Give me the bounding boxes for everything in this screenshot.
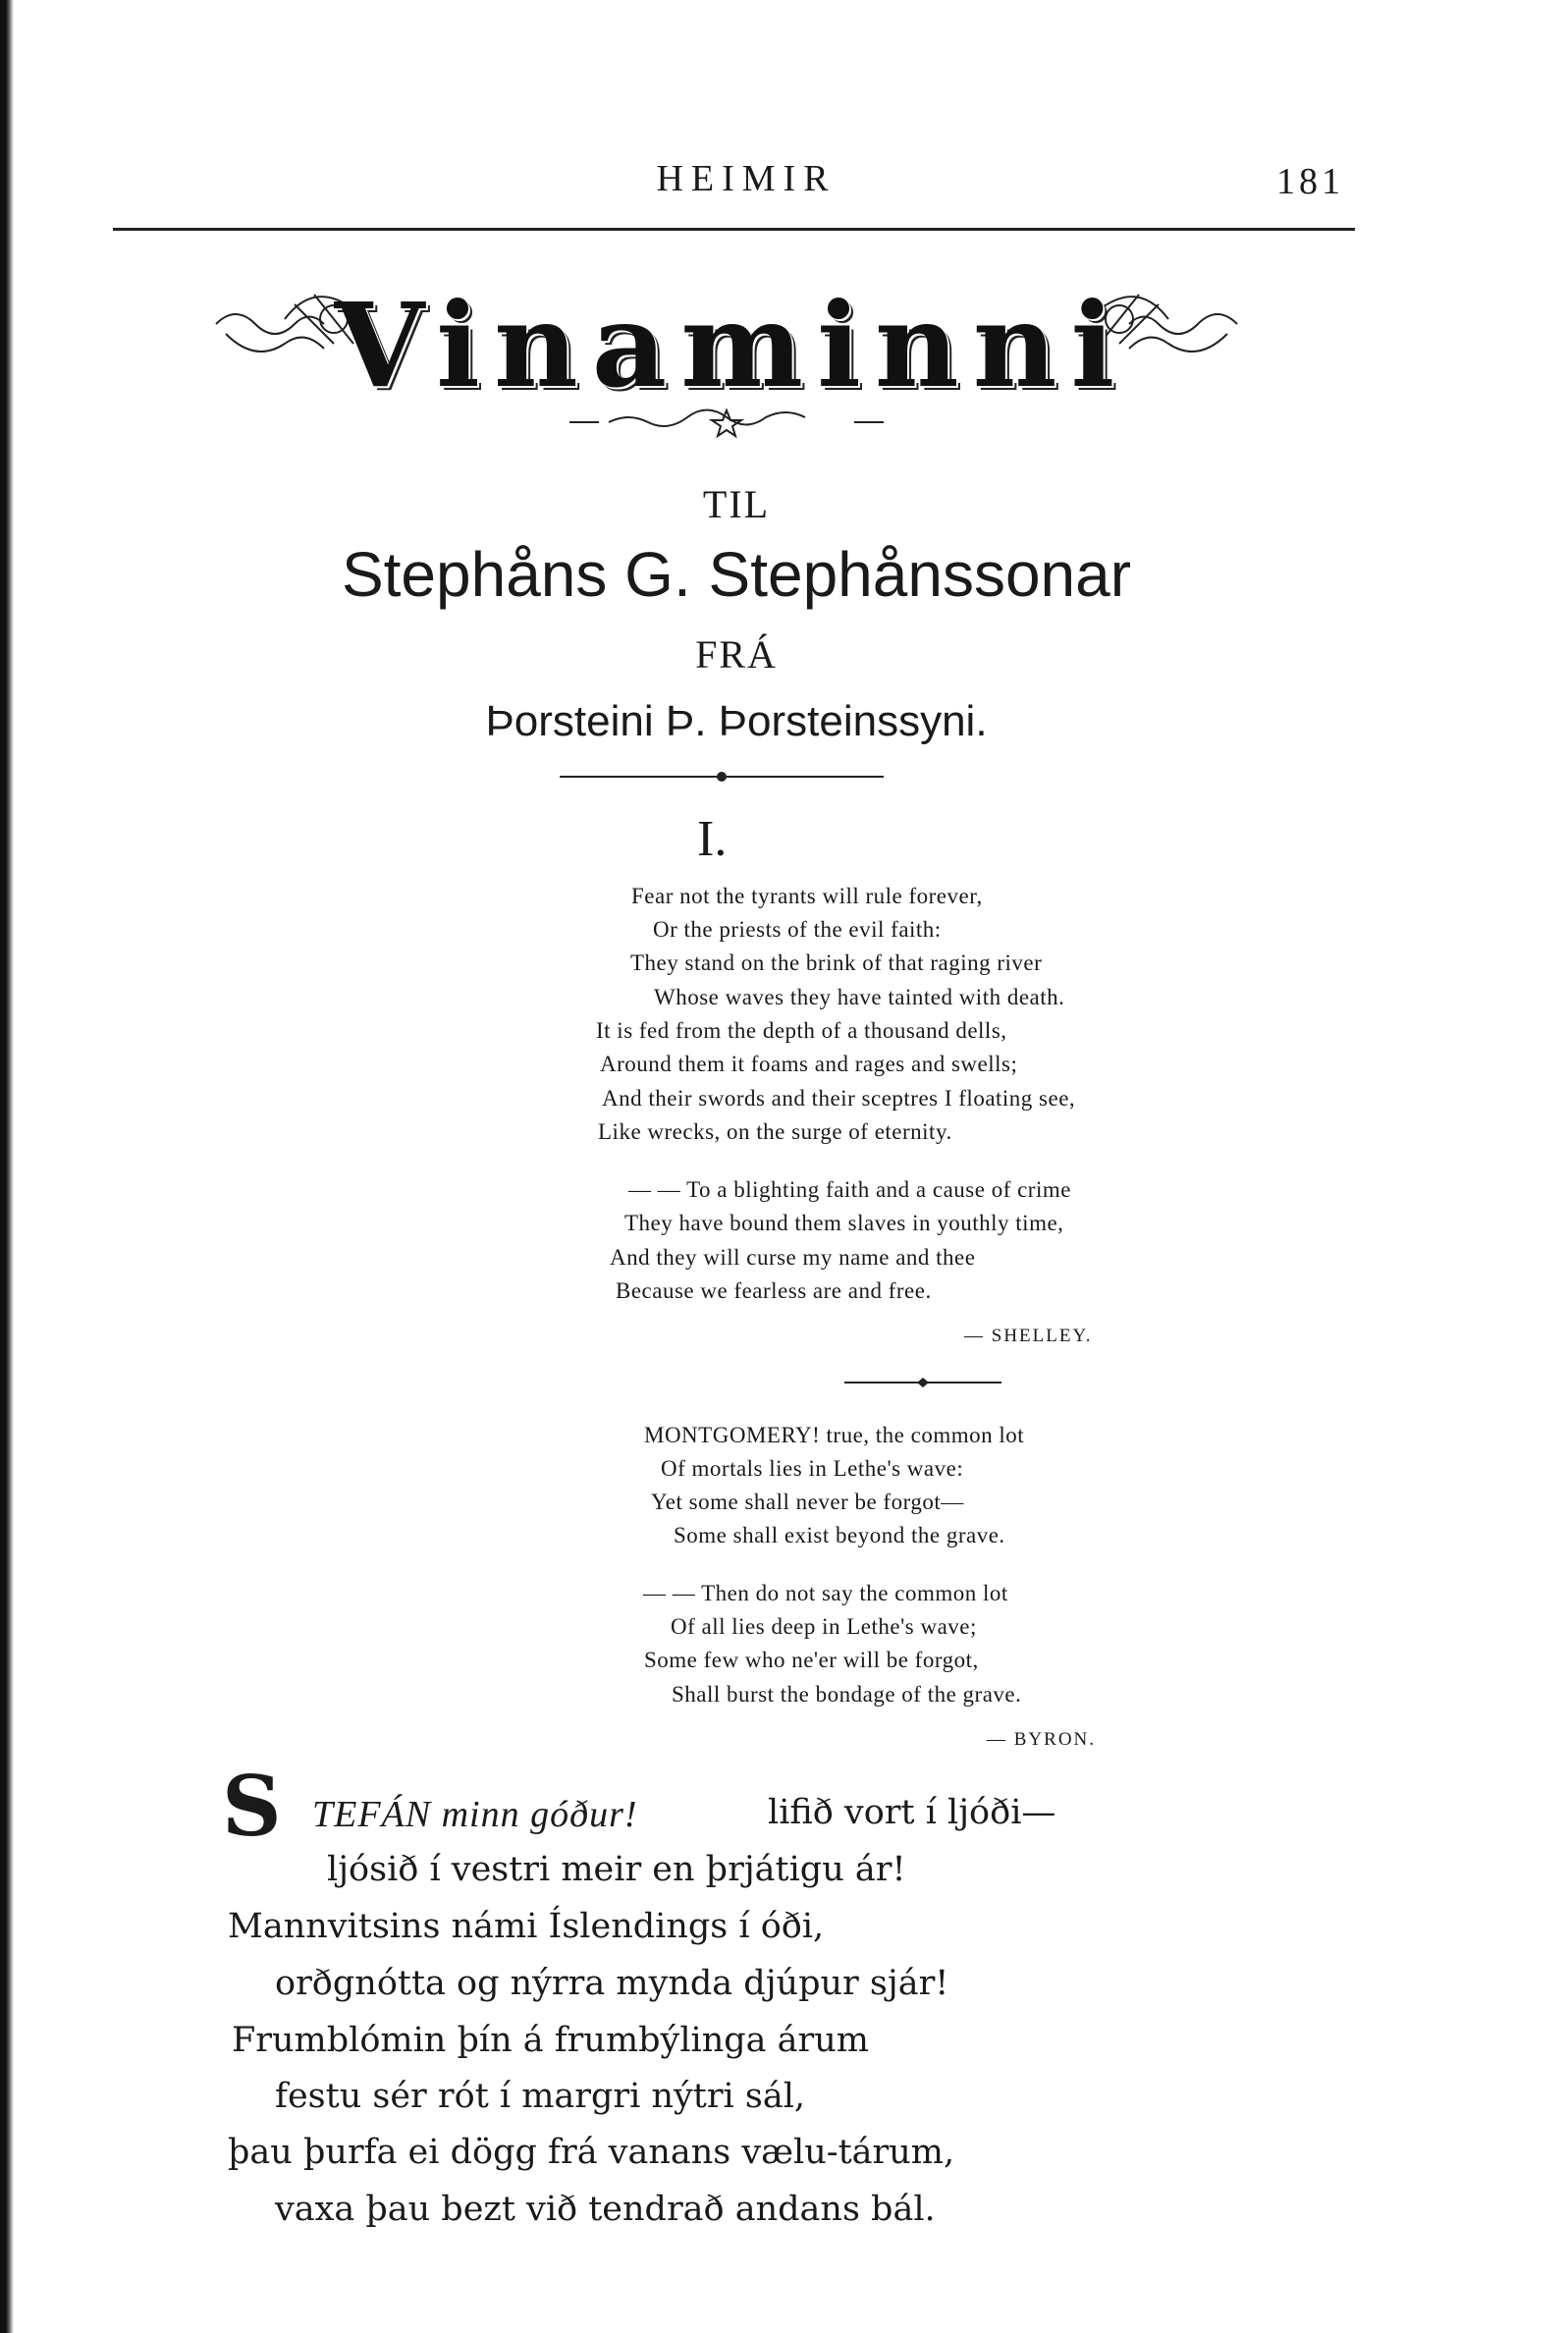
quote-line: Because we fearless are and free. xyxy=(616,1278,932,1303)
section-numeral: I. xyxy=(697,811,728,867)
quote-line: Yet some shall never be forgot— xyxy=(651,1490,964,1514)
quote-line: — — To a blighting faith and a cause of crime xyxy=(628,1177,1071,1202)
quote-line: MONTGOMERY! true, the common lot xyxy=(644,1423,1025,1447)
quote-line: Fear not the tyrants will rule forever, xyxy=(631,884,983,908)
dedication-recipient: Stephåns G. Stephånssonar xyxy=(341,539,1132,610)
quote-line: Of mortals lies in Lethe's wave: xyxy=(661,1456,964,1481)
poem-line: vaxa þau bezt við tendrað andans bál. xyxy=(275,2190,936,2229)
epigraph-attribution: — BYRON. xyxy=(987,1729,1097,1750)
epigraph-attribution: — SHELLEY. xyxy=(964,1326,1093,1346)
poem-line: þau þurfa ei dögg frá vanans vælu-tárum, xyxy=(228,2133,955,2172)
decorative-title: Vinaminni xyxy=(334,277,1129,413)
poem-line: Frumblómin þín á frumbýlinga árum xyxy=(232,2021,869,2060)
quote-line: They have bound them slaves in youthly time, xyxy=(624,1211,1064,1235)
quote-line: Or the priests of the evil faith: xyxy=(653,917,942,942)
poem-line: festu sér rót í margri nýtri sál, xyxy=(275,2077,806,2116)
quote-line: It is fed from the depth of a thousand dells, xyxy=(596,1018,1007,1043)
poem-line: Mannvitsins námi Íslendings í óði, xyxy=(228,1907,825,1946)
quote-line: And their swords and their sceptres I floating see, xyxy=(602,1086,1076,1111)
quote-line: They stand on the brink of that raging river xyxy=(630,950,1043,975)
dedication-author: Þorsteini Þ. Þorsteinssyni. xyxy=(485,697,988,745)
quote-line: Some shall exist beyond the grave. xyxy=(674,1523,1005,1547)
section-divider xyxy=(560,770,884,784)
drop-cap: S xyxy=(222,1758,282,1855)
quote-line: — — Then do not say the common lot xyxy=(643,1581,1008,1605)
epigraph-divider xyxy=(844,1375,1001,1390)
quote-line: Of all lies deep in Lethe's wave; xyxy=(671,1614,977,1639)
running-head-title: HEIMIR xyxy=(656,158,837,199)
header-rule xyxy=(113,228,1355,231)
poem-line: lifið vort í ljóði— xyxy=(768,1793,1056,1832)
quote-line: Whose waves they have tainted with death. xyxy=(654,985,1065,1009)
dedication-til: TIL xyxy=(702,482,771,526)
quote-line: Around them it foams and rages and swells; xyxy=(600,1052,1018,1076)
quote-line: Some few who ne'er will be forgot, xyxy=(644,1648,979,1672)
poem-line: orðgnótta og nýrra mynda djúpur sjár! xyxy=(275,1964,949,2003)
quote-line: And they will curse my name and thee xyxy=(610,1245,976,1270)
page-number: 181 xyxy=(1276,161,1344,202)
dedication-fra: FRÁ xyxy=(695,632,778,677)
quote-line: Shall burst the bondage of the grave. xyxy=(672,1682,1022,1707)
poem-opening-italic: TEFÁN minn góður! xyxy=(312,1794,638,1835)
poem-line: ljósið í vestri meir en þrjátigu ár! xyxy=(327,1850,906,1889)
book-binding-edge xyxy=(0,0,14,2333)
quote-line: Like wrecks, on the surge of eternity. xyxy=(598,1119,952,1144)
